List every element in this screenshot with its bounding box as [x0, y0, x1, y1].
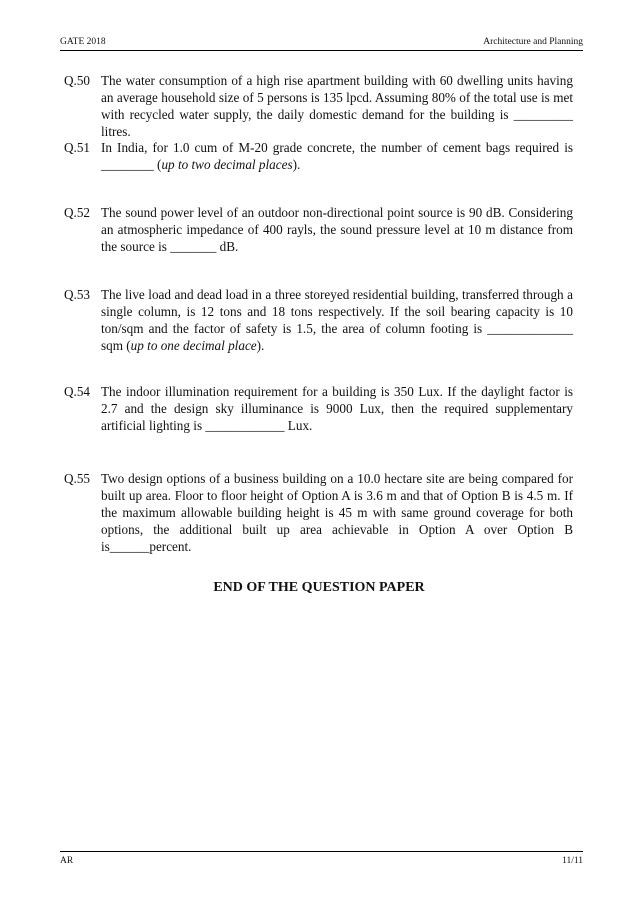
- question-text: The sound power level of an outdoor non-directional point source is 90 dB. Considering an atmospheric impedance of 400 rayls, the sound pressure level at 10 m distance from the source is _______ dB.: [101, 205, 573, 254]
- question-number: Q.54: [64, 384, 91, 399]
- end-of-paper-title: END OF THE QUESTION PAPER: [213, 580, 425, 595]
- question-text: The water consumption of a high rise apartment building with 60 dwelling units having an average household size of 5 persons is 135 lpcd. Assuming 80% of the total use is met with recycled water supply, the daily domestic demand for the building is _________ litres.: [101, 73, 573, 139]
- question-text: The indoor illumination requirement for a building is 350 Lux. If the daylight factor is 2.7 and the design sky illuminance is 9000 Lux, then the required supplementary artificial lighting is ____________ Lux.: [101, 384, 573, 433]
- question-55: [64, 470, 573, 555]
- page-footer: [60, 851, 583, 868]
- question-text: [101, 286, 573, 354]
- question-number: Q.55: [64, 471, 91, 486]
- question-51: [64, 139, 573, 173]
- question-text: [101, 139, 573, 173]
- precision-note: up to one decimal place: [130, 338, 257, 353]
- paper-code: AR: [60, 856, 74, 866]
- question-text-end: ).: [292, 157, 301, 172]
- question-number: Q.52: [64, 205, 91, 220]
- question-text: Two design options of a business building on a 10.0 hectare site are being compared for built up area. Floor to floor height of Option A is 3.6 m and that of Option B is 4.5 m. If the maximum allowable building height is 45 m with same ground coverage for both options, the additional built up area achievable in Option A over Option B is______percent.: [101, 471, 573, 554]
- question-number: Q.50: [64, 73, 91, 88]
- question-number: Q.53: [64, 287, 91, 302]
- question-text-end: ).: [256, 338, 265, 353]
- question-54: [64, 383, 573, 434]
- page-number: 11/11: [562, 856, 583, 866]
- question-53: [64, 286, 573, 354]
- precision-note: up to two decimal places: [161, 157, 293, 172]
- question-50: [64, 72, 573, 140]
- paper-subject: Architecture and Planning: [483, 37, 583, 47]
- question-number: Q.51: [64, 140, 91, 155]
- question-text-main: In India, for 1.0 cum of M-20 grade concrete, the number of cement bags required is ________ (: [101, 140, 573, 172]
- question-52: [64, 204, 573, 255]
- page-header: [60, 34, 583, 51]
- question-text-main: The live load and dead load in a three storeyed residential building, transferred through a single column, is 12 tons and 18 tons respectively. If the soil bearing capacity is 10 ton/sqm and the factor of safety is 1.5, the area of column footing is _____________ sqm (: [101, 287, 573, 353]
- exam-name: GATE 2018: [60, 37, 106, 47]
